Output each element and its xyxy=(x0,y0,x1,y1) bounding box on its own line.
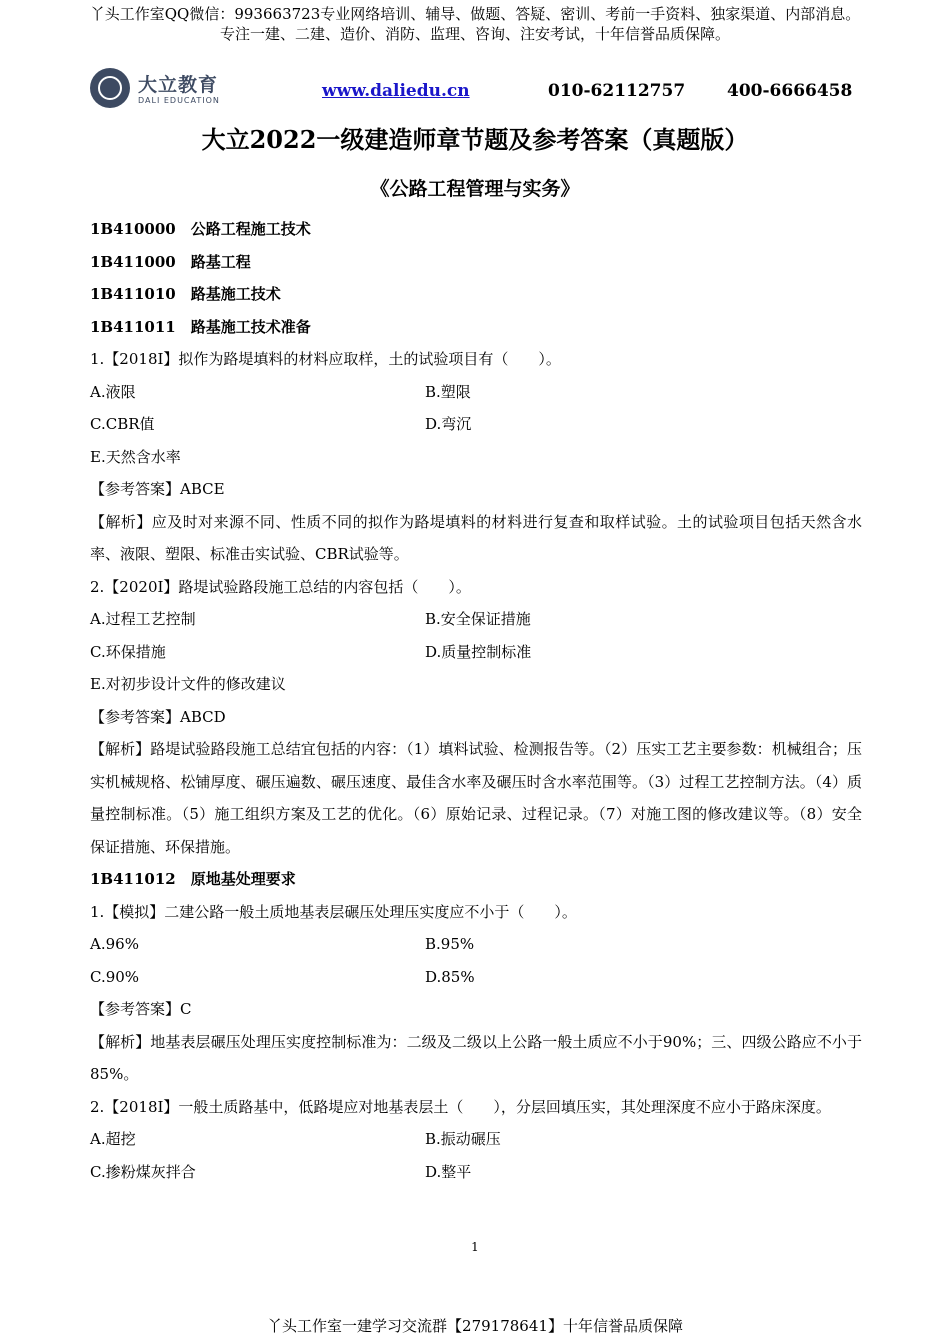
answer: 【参考答案】C xyxy=(90,1000,192,1018)
question-stem: 2.【2018Ⅰ】一般土质路基中，低路堤应对地基表层土（ ），分层回填压实，其处理深度不应小于路床深度。 xyxy=(90,1097,831,1116)
section-heading: 1B411012 原地基处理要求 xyxy=(90,870,296,888)
option-c: C.环保措施 xyxy=(90,642,166,661)
option-d: D.整平 xyxy=(425,1162,472,1181)
phone-1: 010-62112757 xyxy=(548,81,686,101)
answer: 【参考答案】ABCD xyxy=(90,707,226,726)
options-row xyxy=(90,1156,862,1189)
analysis: 【解析】路堤试验路段施工总结宜包括的内容：（1）填料试验、检测报告等。（2）压实工艺主要参数：机械组合；压实机械规格、松铺厚度、碾压遍数、碾压速度、最佳含水率及碾压时含水率范围等。（3）过程工艺控制方法。（4）质量控制标准。（5）施工组织方案及工艺的优化。（6）原始记录、过程记录。（7）对施工图的修改建议等。（8）安全保证措施、环保措施。 xyxy=(90,740,862,856)
options-row xyxy=(90,961,862,994)
options-row xyxy=(90,376,862,409)
option-d: D.弯沉 xyxy=(425,415,472,433)
section-heading: 1B410000 公路工程施工技术 xyxy=(90,220,311,238)
option-b: B.塑限 xyxy=(425,382,471,401)
options-row xyxy=(90,928,862,961)
question-stem: 1.【模拟】二建公路一般土质地基表层碾压处理压实度应不小于（ ）。 xyxy=(90,902,577,921)
option-a: A.超挖 xyxy=(90,1130,136,1148)
banner-line-2: 专注一建、二建、造价、消防、监理、咨询、注安考试，十年信誉品质保障。 xyxy=(219,25,730,43)
analysis: 【解析】应及时对来源不同、性质不同的拟作为路堤填料的材料进行复查和取样试验。土的试验项目包括天然含水率、液限、塑限、标准击实试验、CBR试验等。 xyxy=(90,512,862,563)
option-e: E.天然含水率 xyxy=(90,447,181,466)
option-b: B.95% xyxy=(425,935,475,953)
footer-banner: 丫头工作室一建学习交流群【279178641】十年信誉品质保障 xyxy=(267,1317,683,1335)
options-row xyxy=(90,408,862,441)
section-heading: 1B411011 路基施工技术准备 xyxy=(90,317,311,336)
logo-cn: 大立教育 xyxy=(138,74,219,96)
content xyxy=(90,213,862,1188)
option-b: B.安全保证措施 xyxy=(425,610,531,628)
analysis: 【解析】地基表层碾压处理压实度控制标准为：二级及二级以上公路一般土质应不小于90%；三、四级公路应不小于85%。 xyxy=(90,1032,862,1083)
option-c: C.掺粉煤灰拌合 xyxy=(90,1162,196,1181)
header xyxy=(90,66,860,112)
phone-2: 400-6666458 xyxy=(727,81,853,101)
option-b: B.振动碾压 xyxy=(425,1130,501,1148)
section-heading: 1B411010 路基施工技术 xyxy=(90,285,281,303)
options-row xyxy=(90,1123,862,1156)
question-stem: 2.【2020Ⅰ】路堤试验路段施工总结的内容包括（ ）。 xyxy=(90,577,471,596)
option-a: A.液限 xyxy=(90,382,136,401)
website-link[interactable]: www.daliedu.cn xyxy=(322,81,470,101)
option-c: C.90% xyxy=(90,967,140,986)
options-row xyxy=(90,636,862,669)
option-a: A.96% xyxy=(90,935,139,953)
section-heading: 1B411000 路基工程 xyxy=(90,252,251,271)
option-d: D.85% xyxy=(425,967,475,986)
option-e: E.对初步设计文件的修改建议 xyxy=(90,675,286,693)
answer: 【参考答案】ABCE xyxy=(90,480,225,498)
options-row xyxy=(90,603,862,636)
option-d: D.质量控制标准 xyxy=(425,642,532,661)
top-banner xyxy=(0,4,950,44)
option-a: A.过程工艺控制 xyxy=(90,610,196,628)
page-number: 1 xyxy=(471,1240,479,1254)
option-c: C.CBR值 xyxy=(90,415,155,433)
document-subtitle: 《公路工程管理与实务》 xyxy=(370,178,580,200)
document-title: 大立2022一级建造师章节题及参考答案（真题版） xyxy=(201,125,749,154)
logo xyxy=(90,66,225,110)
logo-emblem-icon xyxy=(90,68,130,108)
logo-en: DALI EDUCATION xyxy=(138,96,220,105)
banner-line-1: 丫头工作室QQ微信：993663723专业网络培训、辅导、做题、答疑、密训、考前一手资料、独家渠道、内部消息。 xyxy=(89,5,861,23)
question-stem: 1.【2018Ⅰ】拟作为路堤填料的材料应取样，土的试验项目有（ ）。 xyxy=(90,350,561,368)
